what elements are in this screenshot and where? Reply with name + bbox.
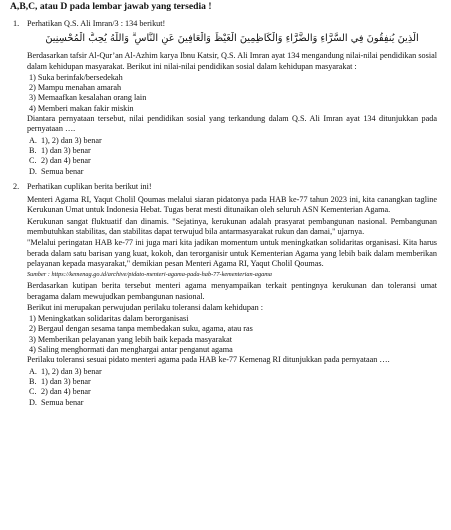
option-text: Semua benar [41, 166, 84, 176]
option-b[interactable] [27, 146, 437, 156]
option-a[interactable] [27, 367, 437, 377]
option-c[interactable] [27, 387, 437, 397]
option-text: 2) dan 4) benar [41, 156, 91, 166]
statement-item: 4) Saling menghormati dan menghargai antar penganut agama [29, 345, 233, 355]
option-text: 1) dan 3) benar [41, 145, 91, 155]
option-letter: D. [29, 397, 37, 407]
option-d[interactable] [27, 167, 437, 177]
arabic-verse: الَّذِينَ يُنفِقُونَ فِي السَّرَّاءِ وَالضَّرَّاءِ وَالْكَاظِمِينَ الْغَيْظَ وَالْعَافِينَ عَنِ النَّاسِ ۗ وَاللَّهُ يُحِبُّ الْمُحْسِنِينَ [45, 33, 419, 45]
option-letter: D. [29, 166, 37, 176]
document-page [0, 1, 451, 530]
option-letter: C. [29, 156, 37, 166]
answer-options [27, 367, 437, 408]
question-2 [8, 182, 443, 408]
option-letter: B. [29, 376, 37, 386]
option-letter: A. [29, 135, 37, 145]
answer-options [27, 136, 437, 177]
option-b[interactable] [27, 377, 437, 387]
news-paragraph: Kerukunan sangat fluktuatif dan dinamis. "Sejatinya, kerukunan adalah prasyarat pembangunan nasional. Pembangunan membutuhkan stabilitas, dan stabilitas dapat terwujud bila antarmasyarakat rukun dan damai," ujarnya. [27, 216, 437, 237]
statement-list [27, 314, 437, 355]
statement-item: 2) Bergaul dengan sesama tanpa membedakan suku, agama, atau ras [29, 324, 253, 334]
question-intro: Berdasarkan kutipan berita tersebut menteri agama menyampaikan terkait pentingnya kerukunan dan toleransi umat beragama dalam mewujudkan pembangunan nasional. [27, 281, 437, 301]
question-prompt: Perilaku toleransi sesuai pidato menteri agama pada HAB ke-77 Kemenag RI ditunjukkan pada pernyataan …. [27, 355, 390, 365]
question-number: 2. [13, 181, 20, 191]
question-stem: Perhatikan cuplikan berita berikut ini! [27, 181, 152, 191]
option-text: Semua benar [41, 397, 84, 407]
source-citation: Sumber : https://kemenag.go.id/archive/pidato-menteri-agama-pada-hab-77-kementerian-agama [27, 271, 272, 279]
statement-item: 2) Mampu menahan amarah [29, 83, 122, 93]
option-text: 1) dan 3) benar [41, 376, 91, 386]
option-c[interactable] [27, 156, 437, 166]
option-letter: A. [29, 366, 37, 376]
option-letter: C. [29, 387, 37, 397]
question-intro: Berdasarkan tafsir Al-Qur’an Al-Azhim karya Ibnu Katsir, Q.S. Ali Imran ayat 134 mengandung nilai-nilai pendidikan sosial dalam kehidupan masyarakat. Berikut ini nilai-nilai pendidikan sosial dalam kehidupan masyarakat : [27, 51, 437, 71]
option-a[interactable] [27, 136, 437, 146]
instruction-header: A,B,C, atau D pada lembar jawab yang tersedia ! [10, 1, 212, 12]
question-lead: Berikut ini merupakan perwujudan perilaku toleransi dalam kehidupan : [27, 302, 264, 312]
option-d[interactable] [27, 398, 437, 408]
statement-item: 1) Meningkatkan solidaritas dalam berorganisasi [29, 314, 189, 324]
news-paragraph: "Melalui peringatan HAB ke-77 ini juga mari kita jadikan momentum untuk meningkatkan solidaritas organisasi. Kita harus berada dalam satu barisan yang kuat, kokoh, dan terorganisir untuk Kementerian Agama yang lebih baik dalam memberikan pelayanan kepada masyarakat," demikian pesan Menteri Agama RI, Yaqut Cholil Qoumas. [27, 238, 437, 268]
option-text: 1), 2) dan 3) benar [41, 135, 102, 145]
question-stem: Perhatikan Q.S. Ali Imran/3 : 134 berikut! [27, 19, 166, 28]
question-prompt: Diantara pernyataan tersebut, nilai pendidikan sosial yang terkandung dalam Q.S. Ali Imran ayat 134 ditunjukkan pada pernyataan …. [27, 114, 437, 134]
statement-item: 3) Memberikan pelayanan yang lebih baik kepada masyarakat [29, 334, 233, 344]
option-text: 1), 2) dan 3) benar [41, 366, 102, 376]
statement-list [27, 73, 437, 114]
statement-item: 1) Suka berinfak/bersedekah [29, 72, 123, 82]
question-1 [8, 19, 443, 177]
question-number: 1. [13, 19, 20, 28]
statement-item: 4) Memberi makan fakir miskin [29, 103, 134, 113]
news-paragraph: Menteri Agama RI, Yaqut Cholil Qoumas melalui siaran pidatonya pada HAB ke-77 tahun 2023 ini, kita canangkan tagline Kerukunan Umat untuk Indonesia Hebat. Tugas berat mesti ditunaikan oleh seluruh ASN Kementerian Agama. [27, 195, 437, 215]
option-text: 2) dan 4) benar [41, 387, 91, 397]
option-letter: B. [29, 145, 37, 155]
statement-item: 3) Memaafkan kesalahan orang lain [29, 93, 147, 103]
